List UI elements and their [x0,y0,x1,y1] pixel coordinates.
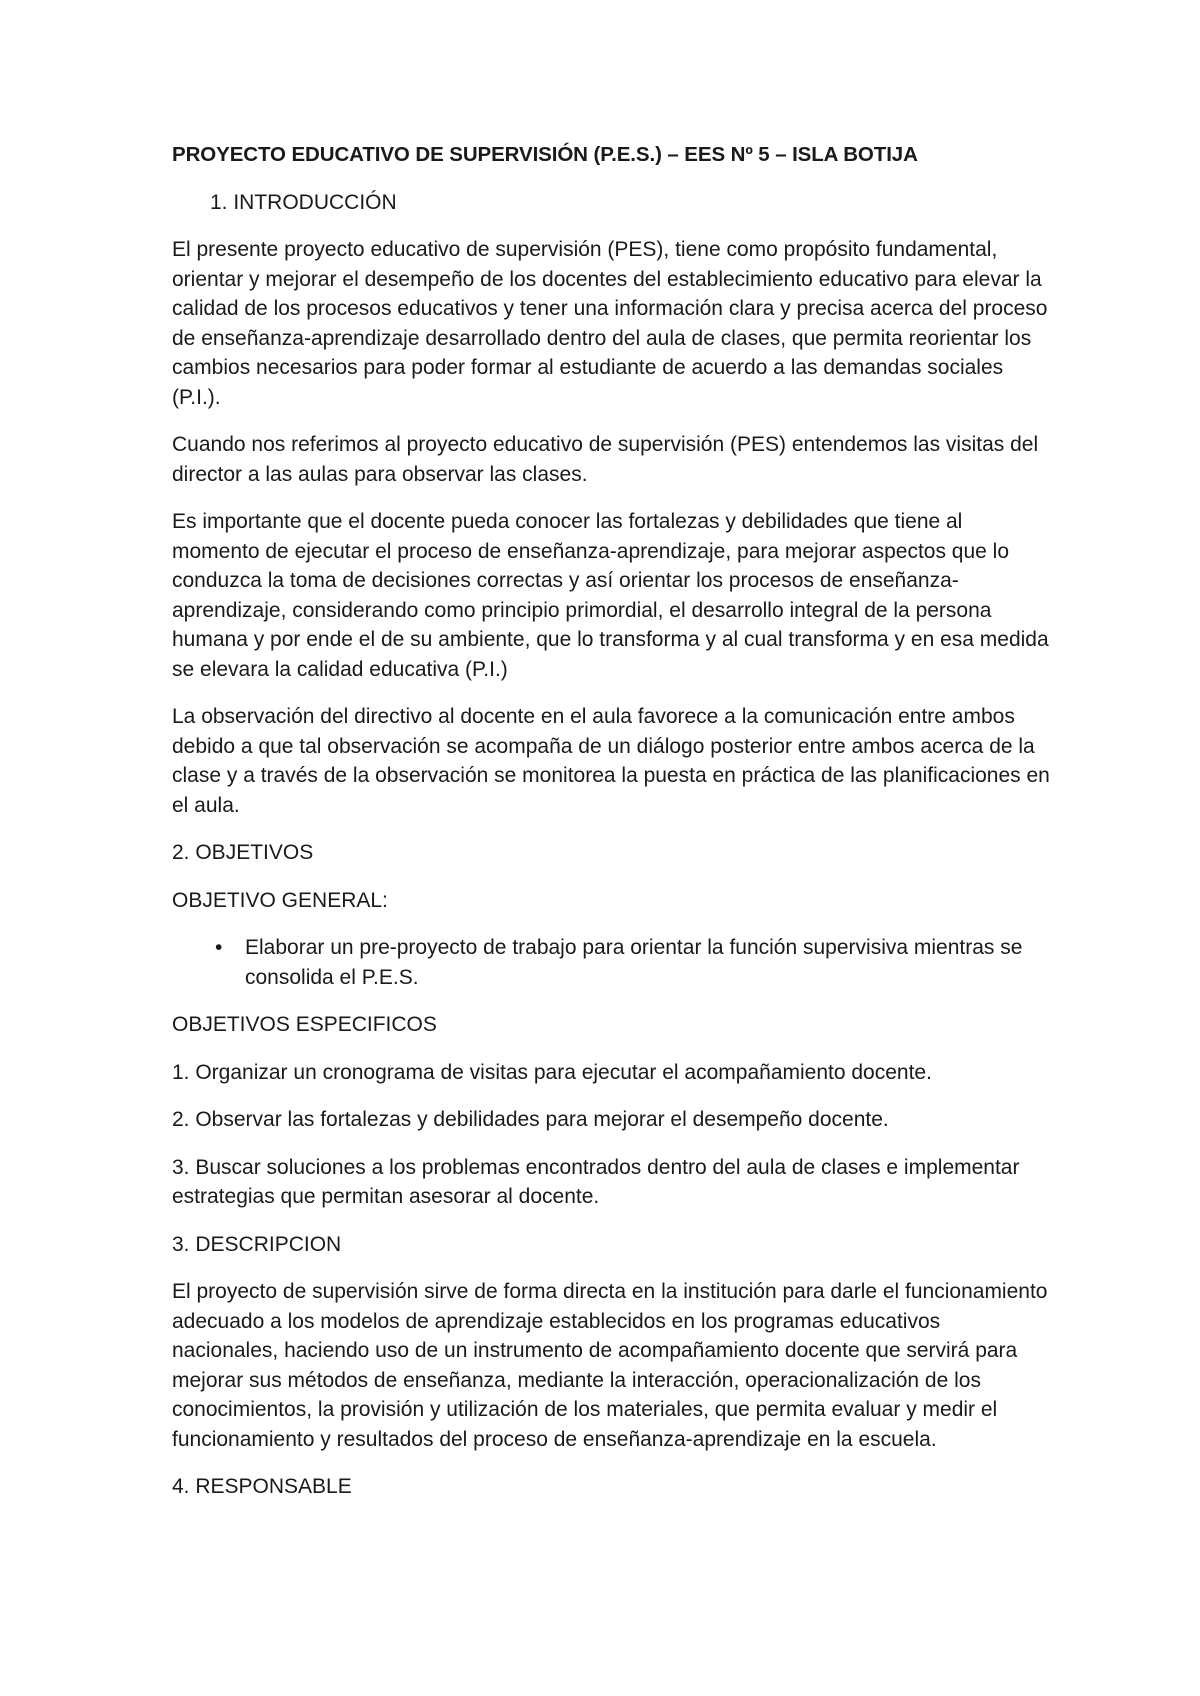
intro-paragraph: El presente proyecto educativo de supervisión (PES), tiene como propósito fundamental, orientar y mejorar el desempeño de los docentes del establecimiento educativo para elevar la calidad de los procesos educativos y tener una información clara y precisa acerca del proceso de enseñanza-aprendizaje desarrollado dentro del aula de clases, que permita reorientar los cambios necesarios para poder formar al estudiante de acuerdo a las demandas sociales (P.I.). [172,238,1048,409]
specific-objectives-list [172,1058,1052,1212]
general-objectives-list [172,933,1052,992]
intro-paragraph: Es importante que el docente pueda conocer las fortalezas y debilidades que tiene al momento de ejecutar el proceso de enseñanza-aprendizaje, para mejorar aspectos que lo conduzca la toma de decisiones correctas y así orientar los procesos de enseñanza-aprendizaje, considerando como principio primordial, el desarrollo integral de la persona humana y por ende el de su ambiente, que lo transforma y al cual transforma y en esa medida se elevara la calidad educativa (P.I.) [172,510,1049,681]
list-item [172,933,1052,992]
list-item: 3. Buscar soluciones a los problemas encontrados dentro del aula de clases e implementar estrategias que permitan asesorar al docente. [172,1155,1020,1208]
bullet-icon: • [215,936,223,959]
general-objective-text: Elaborar un pre-proyecto de trabajo para orientar la función supervisiva mientras se consolida el P.E.S. [245,936,1023,989]
section-heading-objetivos: 2. OBJETIVOS [172,841,314,864]
section-heading-descripcion: 3. DESCRIPCION [172,1232,342,1256]
subheading-objetivos-especificos: OBJETIVOS ESPECIFICOS [172,1013,437,1036]
section-heading-responsable: 4. RESPONSABLE [172,1475,352,1498]
subheading-objetivo-general: OBJETIVO GENERAL: [172,888,388,912]
list-item: 2. Observar las fortalezas y debilidades para mejorar el desempeño docente. [172,1108,889,1131]
document-body [172,140,1052,1520]
section-heading-introduccion: 1. INTRODUCCIÓN [210,190,397,214]
document-title: PROYECTO EDUCATIVO DE SUPERVISIÓN (P.E.S.) – EES Nº 5 – ISLA BOTIJA [172,143,918,166]
list-item: 1. Organizar un cronograma de visitas para ejecutar el acompañamiento docente. [172,1060,932,1084]
description-paragraph: El proyecto de supervisión sirve de forma directa en la institución para darle el funcionamiento adecuado a los modelos de aprendizaje establecidos en los programas educativos nacionales, haciendo uso de un instrumento de acompañamiento docente que servirá para mejorar sus métodos de enseñanza, mediante la interacción, operacionalización de los conocimientos, la provisión y utilización de los materiales, que permita evaluar y medir el funcionamiento y resultados del proceso de enseñanza-aprendizaje en la escuela. [172,1280,1048,1451]
intro-paragraph: La observación del directivo al docente en el aula favorece a la comunicación entre ambos debido a que tal observación se acompaña de un diálogo posterior entre ambos acerca de la clase y a través de la observación se monitorea la puesta en práctica de las planificaciones en el aula. [172,705,1050,817]
intro-paragraph: Cuando nos referimos al proyecto educativo de supervisión (PES) entendemos las visitas del director a las aulas para observar las clases. [172,433,1039,486]
